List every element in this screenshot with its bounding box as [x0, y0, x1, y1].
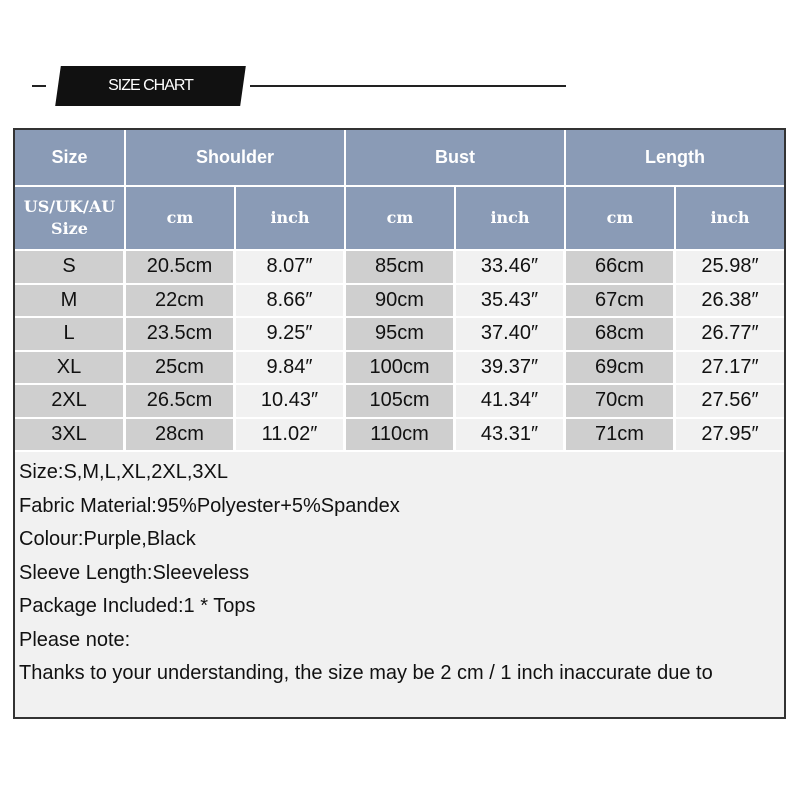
- cell-length-cm: 70cm: [566, 385, 676, 419]
- product-notes: [19, 456, 779, 691]
- cell-length-cm: 66cm: [566, 251, 676, 285]
- cell-bust-cm: 85cm: [346, 251, 456, 285]
- cell-length-inch: 25.98″: [676, 251, 784, 285]
- cell-bust-inch: 41.34″: [456, 385, 566, 419]
- cell-bust-inch: 39.37″: [456, 352, 566, 386]
- cell-bust-cm: 100cm: [346, 352, 456, 386]
- cell-size: 3XL: [15, 419, 126, 453]
- cell-bust-cm: 105cm: [346, 385, 456, 419]
- table-sub-header-row: [15, 187, 784, 251]
- table-row: [15, 251, 784, 285]
- size-chart-banner: [0, 62, 800, 110]
- cell-shoulder-inch: 11.02″: [236, 419, 346, 453]
- note-sleeve: Sleeve Length:Sleeveless: [19, 561, 250, 584]
- cell-shoulder-inch: 9.25″: [236, 318, 346, 352]
- cell-size: XL: [15, 352, 126, 386]
- size-chart-frame: [13, 128, 786, 719]
- subheader-size-line1: US/UK/AU: [23, 197, 116, 216]
- cell-length-inch: 27.95″: [676, 419, 784, 453]
- cell-bust-inch: 37.40″: [456, 318, 566, 352]
- header-shoulder: Shoulder: [126, 130, 346, 187]
- header-length: Length: [566, 130, 784, 187]
- subheader-size: [15, 187, 126, 251]
- subheader-shoulder-cm: cm: [126, 187, 236, 251]
- cell-shoulder-cm: 25cm: [126, 352, 236, 386]
- note-colour: Colour:Purple,Black: [19, 528, 196, 550]
- subheader-size-line2: Size: [51, 219, 88, 238]
- banner-title: SIZE CHART: [108, 77, 193, 94]
- table-row: [15, 285, 784, 319]
- note-sizes: Size:S,M,L,XL,2XL,3XL: [19, 461, 229, 483]
- table-row: [15, 352, 784, 386]
- cell-bust-cm: 95cm: [346, 318, 456, 352]
- cell-shoulder-inch: 8.66″: [236, 285, 346, 319]
- cell-shoulder-inch: 8.07″: [236, 251, 346, 285]
- banner-line-right: [250, 85, 566, 87]
- table-row: [15, 419, 784, 453]
- cell-shoulder-cm: 22cm: [126, 285, 236, 319]
- note-please-note: Please note:: [19, 628, 131, 651]
- cell-bust-cm: 90cm: [346, 285, 456, 319]
- cell-bust-inch: 35.43″: [456, 285, 566, 319]
- header-bust: Bust: [346, 130, 566, 187]
- subheader-bust-cm: cm: [346, 187, 456, 251]
- cell-shoulder-inch: 9.84″: [236, 352, 346, 386]
- subheader-bust-inch: inch: [456, 187, 566, 251]
- note-package: Package Included:1 * Tops: [19, 595, 256, 617]
- cell-shoulder-cm: 26.5cm: [126, 385, 236, 419]
- subheader-shoulder-inch: inch: [236, 187, 346, 251]
- cell-size: S: [15, 251, 126, 285]
- note-disclaimer: Thanks to your understanding, the size may be 2 cm / 1 inch inaccurate due to: [19, 662, 713, 684]
- cell-shoulder-cm: 23.5cm: [126, 318, 236, 352]
- cell-shoulder-cm: 28cm: [126, 419, 236, 453]
- cell-length-inch: 27.17″: [676, 352, 784, 386]
- subheader-length-inch: inch: [676, 187, 784, 251]
- cell-shoulder-inch: 10.43″: [236, 385, 346, 419]
- cell-shoulder-cm: 20.5cm: [126, 251, 236, 285]
- cell-bust-inch: 43.31″: [456, 419, 566, 453]
- cell-bust-cm: 110cm: [346, 419, 456, 453]
- cell-length-inch: 26.77″: [676, 318, 784, 352]
- subheader-length-cm: cm: [566, 187, 676, 251]
- cell-size: M: [15, 285, 126, 319]
- header-size: Size: [15, 130, 126, 187]
- size-table: [15, 130, 784, 452]
- cell-length-inch: 26.38″: [676, 285, 784, 319]
- table-body: [15, 251, 784, 452]
- cell-length-cm: 69cm: [566, 352, 676, 386]
- banner-dash-left: [32, 85, 46, 87]
- cell-length-cm: 68cm: [566, 318, 676, 352]
- cell-length-cm: 67cm: [566, 285, 676, 319]
- cell-length-inch: 27.56″: [676, 385, 784, 419]
- table-row: [15, 385, 784, 419]
- table-row: [15, 318, 784, 352]
- cell-bust-inch: 33.46″: [456, 251, 566, 285]
- cell-size: 2XL: [15, 385, 126, 419]
- cell-length-cm: 71cm: [566, 419, 676, 453]
- table-group-header-row: [15, 130, 784, 187]
- cell-size: L: [15, 318, 126, 352]
- note-fabric: Fabric Material:95%Polyester+5%Spandex: [19, 494, 400, 517]
